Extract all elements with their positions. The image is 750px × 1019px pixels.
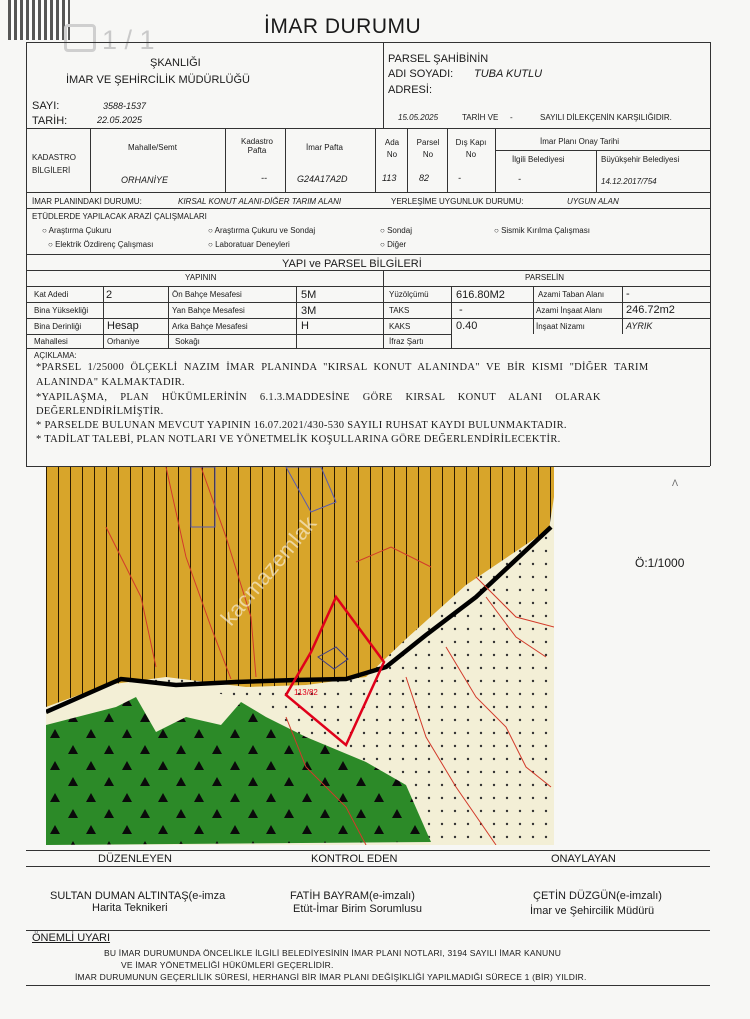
owner-name-label: ADI SOYADI: (388, 68, 454, 80)
tarih-label: TARİH: (32, 115, 68, 127)
etud-item: ○ Diğer (380, 240, 407, 249)
etud-item: ○ Elektrik Özdirenç Çalışması (48, 240, 154, 249)
insaat-label: Azami İnşaat Alanı (536, 306, 603, 315)
sokagi-label: Sokağı (175, 337, 200, 346)
north-arrow-icon: Λ (672, 478, 679, 488)
sayi-value: 3588-1537 (103, 101, 147, 111)
kaks-label: KAKS (389, 322, 411, 331)
buyuksehir-value: 14.12.2017/754 (601, 177, 657, 186)
aciklama-line: *YAPILAŞMA, PLAN HÜKÜMLERİNİN 6.1.3.MADDESİNE GÖRE KIRSAL KONUT ALANI OLARAK (36, 392, 601, 403)
yapi-title: YAPI ve PARSEL BİLGİLERİ (282, 258, 422, 270)
page-icon (64, 24, 96, 52)
etud-title: ETÜDLERDE YAPILACAK ARAZİ ÇALIŞMALARI (32, 212, 207, 221)
yuzolcum-label: Yüzölçümü (389, 290, 429, 299)
aciklama-line: * PARSELDE BULUNAN MEVCUT YAPININ 16.07.2021/430-530 SAYILI RUHSAT KAYDI BULUNMAKTADIR. (36, 420, 567, 431)
petition-text-2: SAYILI DİLEKÇENİN KARŞILIĞIDIR. (540, 113, 672, 122)
on-bahce-value: 5M (301, 289, 317, 301)
on-bahce-label: Ön Bahçe Mesafesi (172, 290, 242, 299)
footer-title: ÖNEMLİ UYARI (32, 932, 111, 944)
kadastro-section-label: KADASTRO (32, 153, 77, 162)
parsel-value: 82 (419, 173, 430, 183)
aciklama-line: DEĞERLENDİRİLMİŞTİR. (36, 406, 164, 417)
petition-date: 15.05.2025 (398, 113, 439, 122)
kadastro-pafta-header: Kadastro Pafta (240, 137, 274, 155)
imar-pafta-value: G24A17A2D (297, 174, 348, 184)
org-line-2: İMAR VE ŞEHİRCİLİK MÜDÜRLÜĞÜ (66, 74, 250, 86)
tarih-value: 22.05.2025 (97, 115, 143, 125)
etud-item: ○ Laboratuar Deneyleri (208, 240, 290, 249)
ilgili-value: - (518, 174, 521, 184)
ifraz-label: İfraz Şartı (389, 337, 424, 346)
etud-item: ○ Sondaj (380, 226, 412, 235)
plan-value: KIRSAL KONUT ALANI-DİĞER TARIM ALANI (178, 197, 342, 206)
ilgili-header: İlgili Belediyesi (512, 155, 565, 164)
page-counter: 1 / 1 (64, 24, 155, 56)
onaylayan-title: İmar ve Şehircilik Müdürü (530, 905, 655, 917)
aciklama-label: AÇIKLAMA: (34, 351, 77, 360)
kadastro-pafta-value: -- (261, 173, 267, 183)
kat-value: 2 (106, 289, 113, 301)
imar-pafta-header: İmar Pafta (306, 143, 343, 152)
mahallesi-label: Mahallesi (34, 337, 68, 346)
yan-bahce-value: 3M (301, 305, 317, 317)
ada-header: Ada No (384, 138, 400, 159)
kaks-value: 0.40 (456, 320, 478, 332)
kontrol-title: Etüt-İmar Birim Sorumlusu (293, 903, 422, 915)
petition-dash: - (510, 113, 513, 122)
onaylayan-header: ONAYLAYAN (551, 853, 616, 865)
map-scale: Ö:1/1000 (635, 556, 685, 570)
insaat-value: 246.72m2 (626, 304, 675, 316)
owner-label: PARSEL ŞAHİBİNİN (388, 53, 489, 65)
derinlik-value: Hesap (107, 320, 139, 332)
etud-item: ○ Araştırma Çukuru (42, 226, 112, 235)
derinlik-label: Bina Derinliği (34, 322, 82, 331)
petition-text-1: TARİH VE (462, 113, 499, 122)
map-parcel-label: 113/82 (294, 688, 318, 697)
yerlesim-label: YERLEŞİME UYGUNLUK DURUMU: (391, 197, 524, 206)
qr-code-corner (8, 0, 70, 40)
kapi-value: - (458, 173, 461, 183)
arka-bahce-value: H (301, 320, 309, 332)
org-line-1: ŞKANLIĞI (150, 57, 201, 69)
kontrol-header: KONTROL EDEN (311, 853, 398, 865)
yuzolcum-value: 616.80M2 (456, 289, 505, 301)
yan-bahce-label: Yan Bahçe Mesafesi (172, 306, 245, 315)
mahalle-header: Mahalle/Semt (128, 143, 177, 152)
taban-label: Azami Taban Alanı (538, 290, 605, 299)
kat-label: Kat Adedi (34, 290, 69, 299)
taks-value: - (459, 304, 463, 316)
nizam-value: AYRIK (626, 321, 653, 331)
document-title: İMAR DURUMU (264, 15, 422, 38)
duzenleyen-header: DÜZENLEYEN (98, 853, 172, 865)
arka-bahce-label: Arka Bahçe Mesafesi (172, 322, 248, 331)
aciklama-line: * TADİLAT TALEBİ, PLAN NOTLARI VE YÖNETMELİK KOŞULLARINA GÖRE DEĞERLENDİRİLECEKTİR. (36, 434, 561, 445)
mahallesi-value: Orhaniye (107, 337, 140, 346)
footer-line-2: VE İMAR YÖNETMELİĞİ HÜKÜMLERİ GEÇERLİDİR. (121, 960, 334, 970)
footer-line-1: BU İMAR DURUMUNDA ÖNCELİKLE İLGİLİ BELEDİYESİNİN İMAR PLANI NOTLARI, 3194 SAYILI İMAR KANUNU (104, 948, 562, 958)
taks-label: TAKS (389, 306, 410, 315)
owner-address-label: ADRESİ: (388, 84, 433, 96)
kapi-header: Dış Kapı No (455, 138, 487, 159)
plan-label: İMAR PLANINDAKİ DURUMU: (32, 197, 142, 206)
yapinin-header: YAPININ (185, 273, 217, 282)
buyuksehir-header: Büyükşehir Belediyesi (601, 155, 680, 164)
onay-header: İmar Planı Onay Tarihi (540, 137, 619, 146)
yukseklik-label: Bina Yüksekliği (34, 306, 89, 315)
mahalle-value: ORHANİYE (121, 175, 169, 185)
etud-item: ○ Sismik Kırılma Çalışması (494, 226, 590, 235)
kontrol-name: FATİH BAYRAM(e-imzalı) (290, 890, 415, 902)
etud-item: ○ Araştırma Çukuru ve Sondaj (208, 226, 316, 235)
owner-name: TUBA KUTLU (474, 68, 543, 80)
ada-value: 113 (382, 173, 397, 183)
parselin-header: PARSELİN (525, 273, 564, 282)
parsel-header: Parsel No (416, 138, 440, 159)
aciklama-line: *PARSEL 1/25000 ÖLÇEKLİ NAZIM İMAR PLANINDA "KIRSAL KONUT ALANINDA" VE BİR KISMI "DİĞER TARIM (36, 362, 649, 373)
sayi-label: SAYI: (32, 100, 60, 112)
onaylayan-name: ÇETİN DÜZGÜN(e-imzalı) (533, 890, 662, 902)
nizam-label: İnşaat Nizamı (536, 322, 585, 331)
kadastro-section-label-2: BİLGİLERİ (32, 166, 71, 175)
taban-value: - (626, 288, 630, 300)
duzenleyen-title: Harita Teknikeri (92, 902, 168, 914)
map-watermark: kacmazemlak (215, 511, 322, 631)
parcel-map (46, 467, 554, 845)
yerlesim-value: UYGUN ALAN (567, 197, 619, 206)
duzenleyen-name: SULTAN DUMAN ALTINTAŞ(e-imza (50, 890, 226, 902)
aciklama-line: ALANINDA" KALMAKTADIR. (36, 377, 185, 388)
footer-line-3: İMAR DURUMUNUN GEÇERLİLİK SÜRESİ, HERHANGİ BİR İMAR PLANI DEĞİŞİKLİĞİ YAPILMADIĞI SÜRECE 1 (BİR) YILDIR. (75, 972, 587, 982)
